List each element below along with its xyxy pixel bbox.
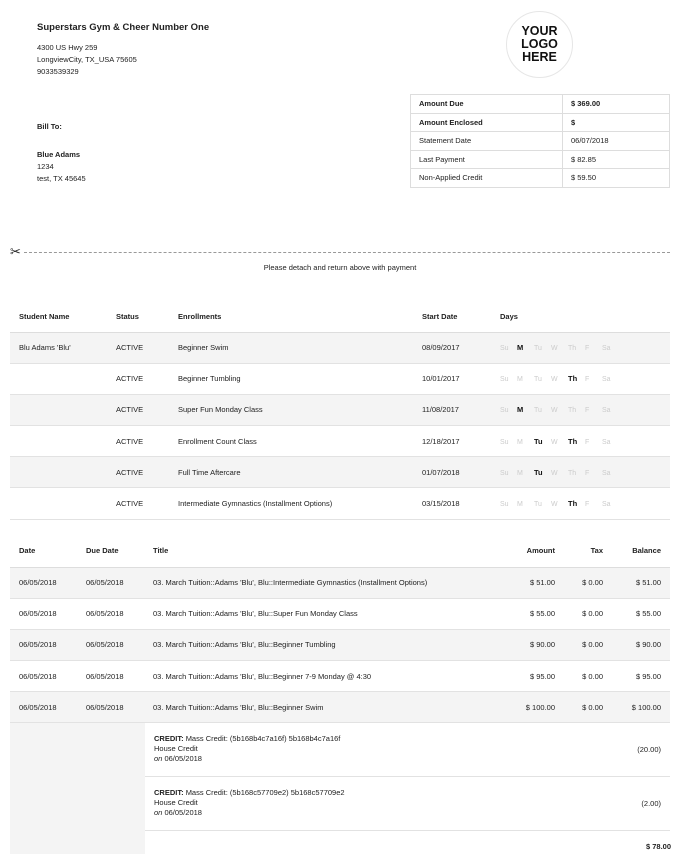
transactions-header: Balance [612,535,670,567]
credits-spacer [10,723,145,854]
bill-to [37,122,86,185]
day-indicator: Th [568,499,578,509]
credit-on: on [154,754,163,763]
day-indicator: F [585,501,590,509]
credit-entry [145,777,670,831]
txn-due-date: 06/05/2018 [77,598,144,629]
student-name [10,488,107,519]
day-indicator: W [551,345,558,353]
enrollment-name: Beginner Tumbling [169,363,413,394]
detach-line [24,252,670,253]
enrollment-name: Intermediate Gymnastics (Installment Options) [169,488,413,519]
day-indicator: F [585,438,590,446]
company-phone: 9033539329 [37,67,79,76]
company-info [37,22,209,78]
scissors-icon: ✂ [10,244,21,259]
day-indicator: M [517,376,523,384]
txn-tax: $ 0.00 [564,598,612,629]
transactions-header: Amount [506,535,564,567]
summary-row [411,113,670,132]
table-row [10,332,670,363]
day-indicator: Sa [602,376,611,384]
txn-balance: $ 100.00 [612,692,670,723]
enrollments-header: Student Name [10,302,107,332]
enrollment-status: ACTIVE [107,457,169,488]
days-cell [491,363,670,394]
txn-due-date: 06/05/2018 [77,661,144,692]
credit-on: on [154,808,163,817]
table-row [10,692,670,723]
day-indicator: F [585,376,590,384]
table-row [10,661,670,692]
day-indicator: W [551,407,558,415]
summary-row [411,150,670,169]
day-indicator: Sa [602,501,611,509]
day-indicator: Su [500,469,509,477]
day-indicator: F [585,469,590,477]
summary-label: Statement Date [411,132,563,151]
summary-label: Last Payment [411,150,563,169]
start-date: 08/09/2017 [413,332,491,363]
day-indicator: Th [568,469,577,477]
txn-tax: $ 0.00 [564,692,612,723]
credit-line [154,734,661,744]
day-indicator: Tu [534,407,542,415]
day-indicator: Th [568,436,578,446]
day-indicator: M [517,405,524,415]
bill-to-line-2: test, TX 45645 [37,174,86,183]
day-indicator: Su [500,438,509,446]
txn-title: 03. March Tuition::Adams 'Blu', Blu::Beginner Swim [144,692,506,723]
day-indicator: Tu [534,467,543,477]
summary-label: Non-Applied Credit [411,169,563,188]
company-name: Superstars Gym & Cheer Number One [37,22,210,33]
table-row [10,598,670,629]
credit-amount: (20.00) [637,745,661,754]
transactions-table [10,535,670,723]
student-name [10,457,107,488]
txn-amount: $ 100.00 [506,692,564,723]
txn-date: 06/05/2018 [10,692,77,723]
day-indicator: M [517,438,523,446]
day-indicator: Tu [534,376,542,384]
credit-entry [145,723,670,777]
student-name: Blu Adams 'Blu' [10,332,107,363]
start-date: 11/08/2017 [413,394,491,425]
txn-title: 03. March Tuition::Adams 'Blu', Blu::Beginner Tumbling [144,629,506,660]
table-row [10,488,670,519]
summary-value: $ 59.50 [563,169,670,188]
start-date: 03/15/2018 [413,488,491,519]
table-row [10,629,670,660]
summary-value: $ 82.85 [563,150,670,169]
summary-row [411,169,670,188]
enrollments-header: Days [491,302,670,332]
student-name [10,363,107,394]
enrollment-status: ACTIVE [107,332,169,363]
enrollments-header: Start Date [413,302,491,332]
txn-due-date: 06/05/2018 [77,629,144,660]
day-indicator: W [551,376,558,384]
credit-line [154,788,661,798]
enrollment-name: Full Time Aftercare [169,457,413,488]
days-cell [491,332,670,363]
day-indicator: F [585,345,590,353]
credit-amount: (2.00) [641,799,661,808]
day-indicator: Th [568,407,577,415]
enrollment-name: Enrollment Count Class [169,426,413,457]
bill-to-name: Blue Adams [37,150,81,159]
day-indicator: M [517,469,523,477]
txn-tax: $ 0.00 [564,661,612,692]
txn-balance: $ 95.00 [612,661,670,692]
enrollment-status: ACTIVE [107,394,169,425]
txn-amount: $ 90.00 [506,629,564,660]
transactions-header: Title [144,535,506,567]
days-cell [491,426,670,457]
summary-row [411,95,670,114]
txn-title: 03. March Tuition::Adams 'Blu', Blu::Beginner 7-9 Monday @ 4:30 [144,661,506,692]
day-indicator: Su [500,376,509,384]
txn-title: 03. March Tuition::Adams 'Blu', Blu::Super Fun Monday Class [144,598,506,629]
table-row [10,426,670,457]
company-address-1: 4300 US Hwy 259 [37,43,98,52]
day-indicator: W [551,469,558,477]
summary-value: 06/07/2018 [563,132,670,151]
credit-date-line [154,754,661,764]
statement-summary [410,94,670,188]
day-indicator: Tu [534,436,543,446]
summary-value: $ [563,113,670,132]
days-cell [491,394,670,425]
credit-date: 06/05/2018 [164,754,202,763]
day-indicator: Sa [602,438,611,446]
credit-date-line [154,808,661,818]
txn-date: 06/05/2018 [10,629,77,660]
days-cell [491,457,670,488]
credit-description: Mass Credit: (5b168b4c7a16f) 5b168b4c7a16f [185,734,341,743]
days-cell [491,488,670,519]
day-indicator: F [585,407,590,415]
table-row [10,363,670,394]
day-indicator: Th [568,345,577,353]
table-row [10,567,670,598]
summary-label: Amount Due [411,95,563,114]
day-indicator: Tu [534,501,542,509]
day-indicator: Sa [602,407,611,415]
day-indicator: Su [500,501,509,509]
txn-amount: $ 55.00 [506,598,564,629]
enrollment-name: Beginner Swim [169,332,413,363]
credit-label: CREDIT: [154,788,184,797]
txn-balance: $ 51.00 [612,567,670,598]
table-row [10,457,670,488]
txn-tax: $ 0.00 [564,629,612,660]
balance-total: $ 78.00 [645,842,671,851]
day-indicator: Su [500,345,509,353]
credits-list [145,723,670,831]
txn-title: 03. March Tuition::Adams 'Blu', Blu::Intermediate Gymnastics (Installment Options) [144,567,506,598]
detach-instruction: Please detach and return above with payment [263,263,417,272]
enrollments-header: Status [107,302,169,332]
txn-date: 06/05/2018 [10,661,77,692]
txn-balance: $ 90.00 [612,629,670,660]
day-indicator: Sa [602,345,611,353]
day-indicator: W [551,501,558,509]
enrollments-header: Enrollments [169,302,413,332]
start-date: 01/07/2018 [413,457,491,488]
day-indicator: M [517,343,524,353]
day-indicator: W [551,438,558,446]
credit-description: Mass Credit: (5b168c57709e2) 5b168c57709e2 [185,788,345,797]
bill-to-label: Bill To: [37,122,62,131]
txn-date: 06/05/2018 [10,567,77,598]
enrollments-table [10,302,670,520]
table-row [10,394,670,425]
day-indicator: Tu [534,345,542,353]
txn-balance: $ 55.00 [612,598,670,629]
summary-label: Amount Enclosed [411,113,563,132]
day-indicator: Sa [602,469,611,477]
txn-amount: $ 95.00 [506,661,564,692]
student-name [10,426,107,457]
summary-row [411,132,670,151]
credit-source: House Credit [154,798,198,807]
txn-amount: $ 51.00 [506,567,564,598]
company-address-2: LongviewCity, TX_USA 75605 [37,55,137,64]
transactions-header: Tax [564,535,612,567]
start-date: 10/01/2017 [413,363,491,394]
bill-to-line-1: 1234 [37,162,54,171]
student-name [10,394,107,425]
txn-date: 06/05/2018 [10,598,77,629]
enrollment-status: ACTIVE [107,363,169,394]
summary-value: $ 369.00 [563,95,670,114]
start-date: 12/18/2017 [413,426,491,457]
txn-tax: $ 0.00 [564,567,612,598]
enrollment-name: Super Fun Monday Class [169,394,413,425]
transactions-header: Date [10,535,77,567]
day-indicator: Th [568,374,578,384]
transactions-header: Due Date [77,535,144,567]
day-indicator: Su [500,407,509,415]
enrollment-status: ACTIVE [107,488,169,519]
credit-label: CREDIT: [154,734,184,743]
txn-due-date: 06/05/2018 [77,692,144,723]
credit-source: House Credit [154,744,198,753]
logo-placeholder: YOUR LOGO HERE [506,11,573,78]
day-indicator: M [517,501,523,509]
credit-date: 06/05/2018 [164,808,202,817]
enrollment-status: ACTIVE [107,426,169,457]
txn-due-date: 06/05/2018 [77,567,144,598]
